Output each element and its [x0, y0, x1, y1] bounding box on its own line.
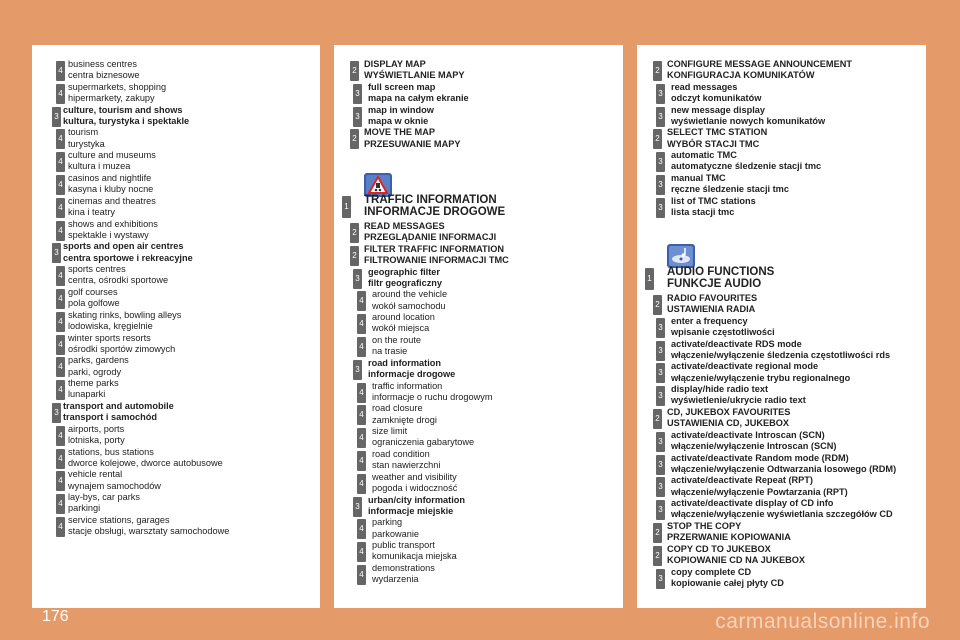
menu-item-label: full screen map mapa na całym ekranie	[368, 81, 469, 103]
level-badge: 4	[56, 426, 65, 446]
menu-list-col3a	[637, 59, 926, 219]
menu-item-level-4	[334, 335, 623, 357]
menu-item-level-4	[32, 333, 320, 355]
menu-item-level-3	[334, 495, 623, 517]
menu-item-level-3	[637, 82, 926, 104]
menu-item-level-4	[32, 378, 320, 400]
menu-item-label: casinos and nightlife kasyna i kluby nocne	[68, 172, 154, 195]
level-badge: 3	[353, 497, 362, 517]
menu-item-level-3	[637, 498, 926, 520]
menu-item-label: new message display wyświetlanie nowych komunikatów	[671, 104, 826, 126]
menu-item-level-3	[637, 361, 926, 383]
menu-item-label: read messages odczyt komunikatów	[671, 81, 762, 103]
menu-item-label: vehicle rental wynajem samochodów	[68, 469, 161, 491]
menu-item-level-4	[334, 381, 623, 403]
menu-item-level-2	[637, 293, 926, 315]
menu-item-label: shows and exhibitions spektakle i wystawy	[68, 218, 158, 240]
menu-item-level-2	[334, 221, 623, 243]
level-badge: 4	[357, 428, 366, 448]
level-badge: 3	[656, 477, 665, 497]
menu-item-level-4	[32, 59, 320, 81]
level-badge: 3	[656, 175, 665, 195]
menu-item-level-3	[334, 105, 623, 127]
menu-item-level-4	[32, 173, 320, 195]
menu-item-level-4	[334, 472, 623, 494]
level-badge: 4	[357, 291, 366, 311]
menu-item-label: TRAFFIC INFORMATION INFORMACJE DROGOWE	[364, 194, 506, 218]
menu-item-level-4	[334, 289, 623, 311]
menu-item-label: lay-bys, car parks parkingi	[68, 492, 140, 514]
menu-item-level-4	[334, 426, 623, 448]
level-badge: 3	[656, 363, 665, 383]
level-badge: 3	[656, 152, 665, 172]
level-badge: 4	[56, 380, 65, 400]
level-badge: 4	[357, 542, 366, 562]
level-badge: 3	[656, 500, 665, 520]
menu-item-label: road closure zamknięte drogi	[372, 403, 437, 425]
menu-item-label: enter a frequency wpisanie częstotliwości	[671, 315, 775, 337]
menu-item-label: sports and open air centres centra sportowe i rekreacyjne	[63, 241, 193, 263]
level-badge: 4	[56, 357, 65, 377]
menu-item-level-2	[637, 407, 926, 429]
level-badge: 3	[656, 198, 665, 218]
menu-item-level-3	[637, 384, 926, 406]
menu-item-level-3	[637, 196, 926, 218]
menu-item-level-2	[334, 244, 623, 266]
menu-item-label: list of TMC stations lista stacji tmc	[671, 195, 756, 217]
watermark: carmanualsonline.info	[715, 610, 930, 633]
menu-item-level-2	[637, 127, 926, 149]
menu-item-label: urban/city information informacje miejskie	[368, 494, 465, 516]
menu-panel-left	[32, 45, 320, 608]
level-badge: 2	[653, 409, 662, 429]
menu-item-level-4	[32, 150, 320, 172]
level-badge: 3	[656, 569, 665, 589]
menu-item-label: parking parkowanie	[372, 517, 419, 539]
menu-item-level-1	[334, 194, 623, 218]
menu-item-level-4	[334, 563, 623, 585]
level-badge: 4	[56, 61, 65, 81]
menu-item-level-4	[32, 447, 320, 469]
menu-item-level-4	[32, 127, 320, 149]
menu-item-level-4	[334, 312, 623, 334]
menu-item-label: tourism turystyka	[68, 127, 105, 149]
menu-item-level-4	[32, 310, 320, 332]
level-badge: 4	[56, 266, 65, 286]
level-badge: 4	[56, 198, 65, 218]
level-badge: 3	[353, 84, 362, 104]
menu-item-label: manual TMC ręczne śledzenie stacji tmc	[671, 172, 789, 195]
level-badge: 3	[52, 403, 61, 423]
menu-item-label: STOP THE COPY PRZERWANIE KOPIOWANIA	[667, 520, 791, 543]
menu-item-label: skating rinks, bowling alleys lodowiska, kręgielnie	[68, 309, 182, 331]
menu-item-label: business centres centra biznesowe	[68, 59, 140, 81]
menu-panel-middle	[334, 45, 623, 608]
level-badge: 2	[350, 61, 359, 81]
menu-item-level-2	[637, 521, 926, 543]
menu-item-label: weather and visibility pogoda i widoczność	[372, 471, 458, 493]
menu-item-level-3	[334, 267, 623, 289]
level-badge: 3	[656, 341, 665, 361]
menu-item-label: activate/deactivate Random mode (RDM) włączenie/wyłączenie Odtwarzania losowego (RDM)	[671, 452, 897, 474]
level-badge: 4	[56, 84, 65, 104]
menu-item-label: traffic information informacje o ruchu drogowym	[372, 380, 493, 402]
menu-item-label: around the vehicle wokół samochodu	[372, 289, 448, 311]
level-badge: 4	[56, 312, 65, 332]
menu-item-label: demonstrations wydarzenia	[372, 562, 435, 585]
menu-item-label: AUDIO FUNCTIONS FUNKCJE AUDIO	[667, 266, 775, 290]
menu-item-label: parks, gardens parki, ogrody	[68, 355, 129, 377]
menu-item-level-4	[32, 264, 320, 286]
menu-item-label: winter sports resorts ośrodki sportów zimowych	[68, 332, 176, 354]
menu-item-label: DISPLAY MAP WYŚWIETLANIE MAPY	[364, 59, 465, 81]
menu-item-label: activate/deactivate Repeat (RPT) włączenie/wyłączenie Powtarzania (RPT)	[671, 475, 848, 497]
menu-list-col2a	[334, 59, 623, 150]
menu-item-level-4	[32, 219, 320, 241]
level-badge: 4	[357, 337, 366, 357]
level-badge: 4	[357, 519, 366, 539]
level-badge: 4	[357, 383, 366, 403]
level-badge: 4	[357, 451, 366, 471]
menu-item-label: size limit ograniczenia gabarytowe	[372, 426, 475, 448]
level-badge: 4	[56, 129, 65, 149]
menu-item-level-3	[637, 430, 926, 452]
menu-item-level-4	[334, 449, 623, 471]
level-badge: 3	[656, 318, 665, 338]
menu-item-level-3	[637, 567, 926, 589]
menu-item-label: FILTER TRAFFIC INFORMATION FILTROWANIE INFORMACJI TMC	[364, 243, 509, 265]
menu-item-level-4	[32, 82, 320, 104]
level-badge: 3	[656, 386, 665, 406]
menu-item-level-4	[334, 403, 623, 425]
menu-item-label: copy complete CD kopiowanie całej płyty CD	[671, 566, 784, 588]
level-badge: 4	[56, 449, 65, 469]
level-badge: 4	[56, 289, 65, 309]
level-badge: 4	[56, 152, 65, 172]
level-badge: 3	[656, 432, 665, 452]
menu-item-level-3	[637, 173, 926, 195]
menu-item-label: cinemas and theatres kina i teatry	[68, 195, 156, 217]
menu-item-label: sports centres centra, ośrodki sportowe	[68, 264, 169, 286]
menu-item-label: road condition stan nawierzchni	[372, 448, 441, 471]
menu-item-level-4	[334, 517, 623, 539]
menu-list-col2b	[334, 186, 623, 586]
menu-item-level-4	[32, 287, 320, 309]
level-badge: 4	[357, 474, 366, 494]
menu-item-level-4	[32, 469, 320, 491]
menu-item-level-4	[32, 196, 320, 218]
menu-item-label: map in window mapa w oknie	[368, 104, 434, 126]
menu-item-label: supermarkets, shopping hipermarkety, zakupy	[68, 81, 167, 103]
menu-item-label: RADIO FAVOURITES USTAWIENIA RADIA	[667, 293, 758, 315]
level-badge: 4	[56, 471, 65, 491]
menu-item-level-2	[334, 127, 623, 149]
level-badge: 2	[653, 523, 662, 543]
menu-item-level-3	[334, 82, 623, 104]
menu-item-level-3	[32, 241, 320, 263]
menu-item-level-2	[637, 59, 926, 81]
menu-item-label: stations, bus stations dworce kolejowe, dworce autobusowe	[68, 446, 223, 468]
level-badge: 4	[357, 565, 366, 585]
level-badge: 4	[56, 517, 65, 537]
menu-item-label: service stations, garages stacje obsługi, warsztaty samochodowe	[68, 514, 230, 537]
menu-item-label: theme parks lunaparki	[68, 378, 119, 400]
menu-item-label: MOVE THE MAP PRZESUWANIE MAPY	[364, 127, 461, 149]
level-badge: 4	[56, 494, 65, 514]
menu-list-col1	[32, 59, 320, 538]
level-badge: 2	[350, 129, 359, 149]
menu-item-level-4	[32, 355, 320, 377]
menu-item-level-3	[32, 401, 320, 423]
menu-item-label: public transport komunikacja miejska	[372, 540, 457, 562]
menu-item-label: culture and museums kultura i muzea	[68, 150, 156, 172]
menu-item-label: READ MESSAGES PRZEGLĄDANIE INFORMACJI	[364, 221, 497, 243]
menu-item-level-3	[32, 105, 320, 127]
level-badge: 2	[350, 246, 359, 266]
menu-item-level-4	[32, 492, 320, 514]
level-badge: 3	[656, 84, 665, 104]
menu-panel-right	[637, 45, 926, 608]
level-badge: 2	[653, 129, 662, 149]
menu-item-label: activate/deactivate Introscan (SCN) włączenie/wyłączenie Introscan (SCN)	[671, 429, 837, 451]
menu-item-label: CONFIGURE MESSAGE ANNOUNCEMENT KONFIGURACJA KOMUNIKATÓW	[667, 59, 852, 81]
level-badge: 4	[56, 221, 65, 241]
level-badge: 1	[342, 196, 351, 218]
level-badge: 3	[353, 269, 362, 289]
menu-item-level-1	[637, 266, 926, 290]
menu-item-label: transport and automobile transport i samochód	[63, 400, 174, 423]
menu-item-label: geographic filter filtr geograficzny	[368, 266, 443, 288]
level-badge: 4	[357, 314, 366, 334]
menu-item-label: airports, ports lotniska, porty	[68, 423, 125, 445]
level-badge: 1	[645, 268, 654, 290]
menu-item-label: display/hide radio text wyświetlenie/ukrycie radio text	[671, 384, 806, 406]
level-badge: 3	[353, 360, 362, 380]
menu-item-level-3	[637, 475, 926, 497]
menu-item-level-2	[334, 59, 623, 81]
menu-item-label: golf courses pola golfowe	[68, 286, 120, 309]
menu-item-label: around location wokół miejsca	[372, 312, 435, 334]
menu-item-level-4	[32, 515, 320, 537]
level-badge: 3	[353, 107, 362, 127]
level-badge: 3	[52, 243, 61, 263]
menu-item-label: automatic TMC automatyczne śledzenie stacji tmc	[671, 150, 822, 172]
level-badge: 4	[357, 405, 366, 425]
menu-item-level-3	[637, 316, 926, 338]
page-number: 176	[42, 608, 69, 625]
menu-item-label: road information informacje drogowe	[368, 357, 456, 379]
menu-item-level-3	[637, 150, 926, 172]
menu-item-label: culture, tourism and shows kultura, turystyka i spektakle	[63, 104, 190, 126]
menu-item-level-3	[637, 453, 926, 475]
level-badge: 2	[653, 295, 662, 315]
menu-item-level-3	[637, 339, 926, 361]
menu-item-label: activate/deactivate RDS mode włączenie/wyłączenie śledzenia częstotliwości rds	[671, 338, 891, 360]
menu-item-label: SELECT TMC STATION WYBÓR STACJI TMC	[667, 127, 768, 149]
menu-item-label: activate/deactivate regional mode włączenie/wyłączenie trybu regionalnego	[671, 361, 851, 383]
level-badge: 3	[52, 107, 61, 127]
menu-item-level-2	[637, 544, 926, 566]
level-badge: 3	[656, 455, 665, 475]
level-badge: 4	[56, 175, 65, 195]
menu-item-label: CD, JUKEBOX FAVOURITES USTAWIENIA CD, JUKEBOX	[667, 406, 791, 429]
level-badge: 4	[56, 335, 65, 355]
level-badge: 2	[653, 546, 662, 566]
menu-item-level-3	[637, 105, 926, 127]
menu-item-label: COPY CD TO JUKEBOX KOPIOWANIE CD NA JUKEBOX	[667, 543, 805, 565]
level-badge: 3	[656, 107, 665, 127]
menu-item-level-4	[32, 424, 320, 446]
menu-item-level-3	[334, 358, 623, 380]
level-badge: 2	[350, 223, 359, 243]
menu-item-label: activate/deactivate display of CD info włączenie/wyłączenie wyświetlania szczegółów CD	[671, 498, 893, 520]
menu-item-level-4	[334, 540, 623, 562]
menu-item-label: on the route na trasie	[372, 334, 422, 357]
level-badge: 2	[653, 61, 662, 81]
menu-list-col3b	[637, 258, 926, 589]
